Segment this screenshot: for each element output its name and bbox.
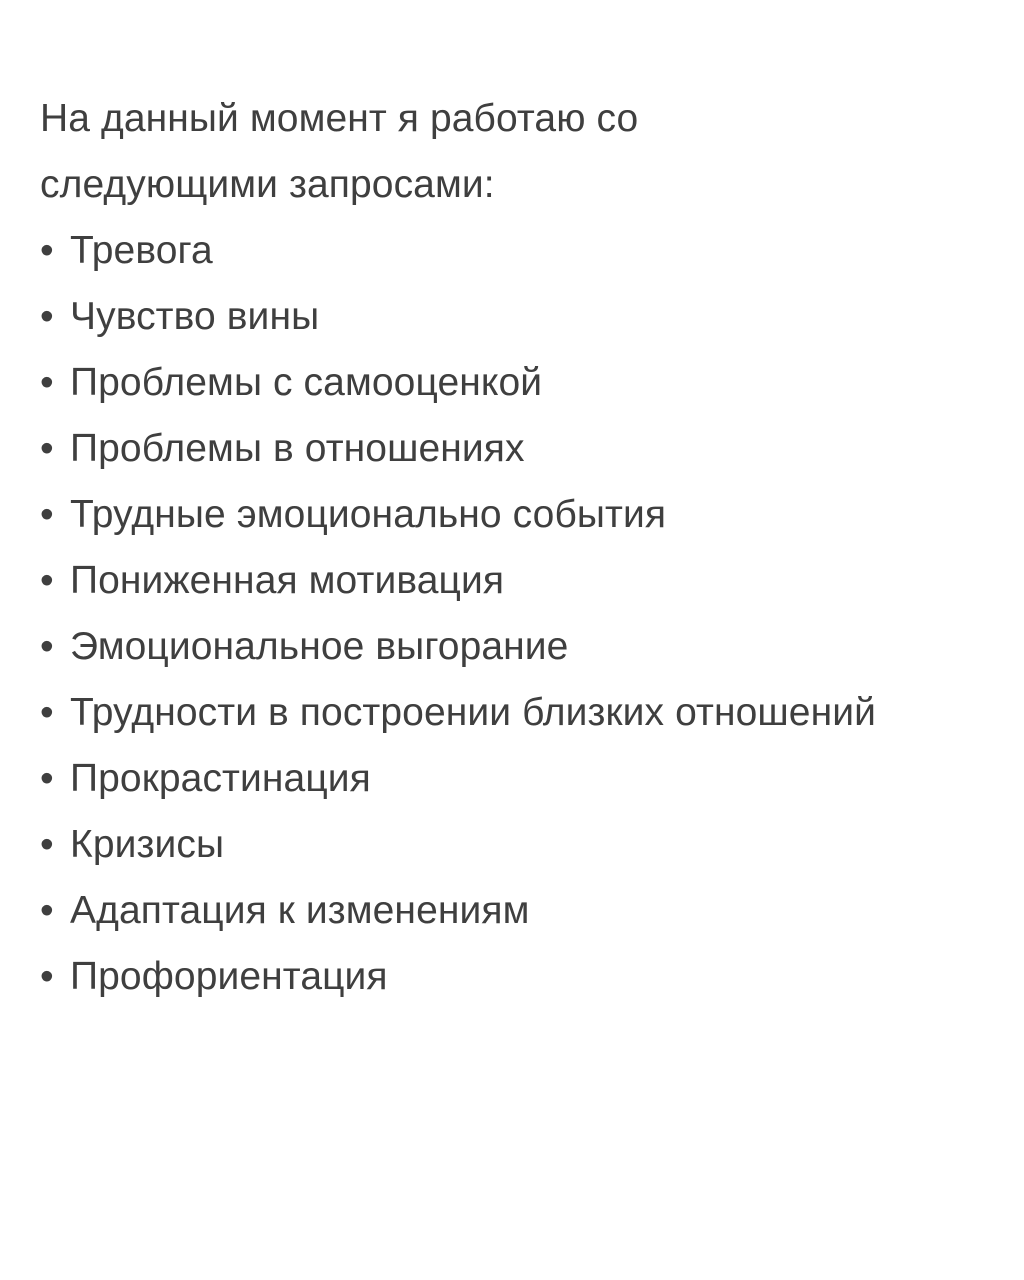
list-item xyxy=(40,548,1015,614)
bullet-icon: • xyxy=(40,361,54,404)
list-item xyxy=(40,680,1015,746)
list-item-label: Проблемы в отношениях xyxy=(70,427,525,470)
list-item-label: Пониженная мотивация xyxy=(70,559,505,602)
bullet-icon: • xyxy=(40,625,54,668)
list-item-label: Трудности в построении близких отношений xyxy=(70,691,876,734)
bullet-icon: • xyxy=(40,757,54,800)
list-item-label: Прокрастинация xyxy=(70,757,371,800)
list-item xyxy=(40,614,1015,680)
list-item xyxy=(40,482,1015,548)
bullet-icon: • xyxy=(40,295,54,338)
list-item-label: Кризисы xyxy=(70,823,225,866)
bullet-icon: • xyxy=(40,691,54,734)
list-item xyxy=(40,878,1015,944)
list-item-label: Проблемы с самооценкой xyxy=(70,361,543,404)
document-content xyxy=(40,86,1015,1010)
requests-list xyxy=(40,218,1015,1010)
list-item-label: Профориентация xyxy=(70,955,388,998)
intro-paragraph xyxy=(40,86,1015,218)
list-item-label: Адаптация к изменениям xyxy=(70,889,530,932)
list-item-label: Трудные эмоционально события xyxy=(70,493,667,536)
list-item xyxy=(40,218,1015,284)
bullet-icon: • xyxy=(40,823,54,866)
list-item xyxy=(40,416,1015,482)
list-item xyxy=(40,350,1015,416)
bullet-icon: • xyxy=(40,427,54,470)
list-item xyxy=(40,944,1015,1010)
intro-line-1: На данный момент я работаю со xyxy=(40,97,639,140)
list-item xyxy=(40,812,1015,878)
bullet-icon: • xyxy=(40,889,54,932)
bullet-icon: • xyxy=(40,229,54,272)
bullet-icon: • xyxy=(40,559,54,602)
list-item xyxy=(40,746,1015,812)
list-item-label: Чувство вины xyxy=(70,295,320,338)
bullet-icon: • xyxy=(40,493,54,536)
intro-line-2: следующими запросами: xyxy=(40,163,495,206)
list-item xyxy=(40,284,1015,350)
bullet-icon: • xyxy=(40,955,54,998)
list-item-label: Эмоциональное выгорание xyxy=(70,625,569,668)
list-item-label: Тревога xyxy=(70,229,213,272)
